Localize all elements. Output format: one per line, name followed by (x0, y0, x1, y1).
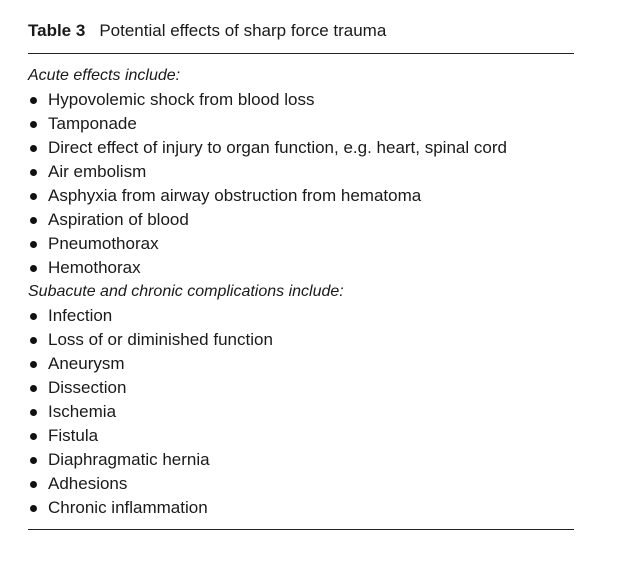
list-item-text: Adhesions (48, 474, 128, 493)
table-label: Table 3 (28, 21, 86, 40)
list-item-text: Pneumothorax (48, 234, 159, 253)
list-item-text: Infection (48, 306, 113, 325)
bullet-icon (30, 121, 37, 128)
bullet-icon (30, 337, 37, 344)
bullet-icon (30, 145, 37, 152)
list-item (28, 160, 574, 184)
list-item-text: Fistula (48, 426, 99, 445)
list-item-text: Dissection (48, 378, 127, 397)
list-item (28, 184, 574, 208)
table-container (28, 20, 574, 530)
list-item (28, 256, 574, 280)
list-item (28, 448, 574, 472)
list-item-text: Hypovolemic shock from blood loss (48, 90, 315, 109)
bullet-icon (30, 457, 37, 464)
list-item (28, 472, 574, 496)
list-item-text: Tamponade (48, 114, 137, 133)
bullet-icon (30, 265, 37, 272)
bullet-icon (30, 481, 37, 488)
bullet-icon (30, 409, 37, 416)
bullet-icon (30, 169, 37, 176)
list-item-text: Direct effect of injury to organ function, e.g. heart, spinal cord (48, 138, 507, 157)
section-heading-acute: Acute effects include: (28, 67, 181, 84)
list-item-text: Diaphragmatic hernia (48, 450, 210, 469)
chronic-complications-list (28, 304, 574, 520)
list-item (28, 424, 574, 448)
list-item (28, 352, 574, 376)
list-item (28, 232, 574, 256)
list-item (28, 304, 574, 328)
table-title: Potential effects of sharp force trauma (99, 21, 387, 40)
section-heading-chronic: Subacute and chronic complications include: (28, 283, 344, 300)
list-item-text: Hemothorax (48, 258, 141, 277)
list-item (28, 112, 574, 136)
table-body (28, 54, 574, 520)
list-item (28, 136, 574, 160)
bullet-icon (30, 241, 37, 248)
list-item (28, 496, 574, 520)
list-item (28, 88, 574, 112)
bottom-rule (28, 529, 574, 530)
list-item (28, 208, 574, 232)
bullet-icon (30, 193, 37, 200)
bullet-icon (30, 313, 37, 320)
bullet-icon (30, 361, 37, 368)
table-caption (28, 20, 574, 44)
list-item-text: Aneurysm (48, 354, 125, 373)
bullet-icon (30, 385, 37, 392)
list-item-text: Ischemia (48, 402, 117, 421)
list-item-text: Air embolism (48, 162, 147, 181)
list-item (28, 328, 574, 352)
bullet-icon (30, 505, 37, 512)
list-item-text: Loss of or diminished function (48, 330, 273, 349)
bullet-icon (30, 217, 37, 224)
list-item (28, 376, 574, 400)
list-item-text: Asphyxia from airway obstruction from hematoma (48, 186, 422, 205)
acute-effects-list (28, 88, 574, 280)
list-item-text: Aspiration of blood (48, 210, 189, 229)
bullet-icon (30, 97, 37, 104)
list-item-text: Chronic inflammation (48, 498, 208, 517)
list-item (28, 400, 574, 424)
bullet-icon (30, 433, 37, 440)
